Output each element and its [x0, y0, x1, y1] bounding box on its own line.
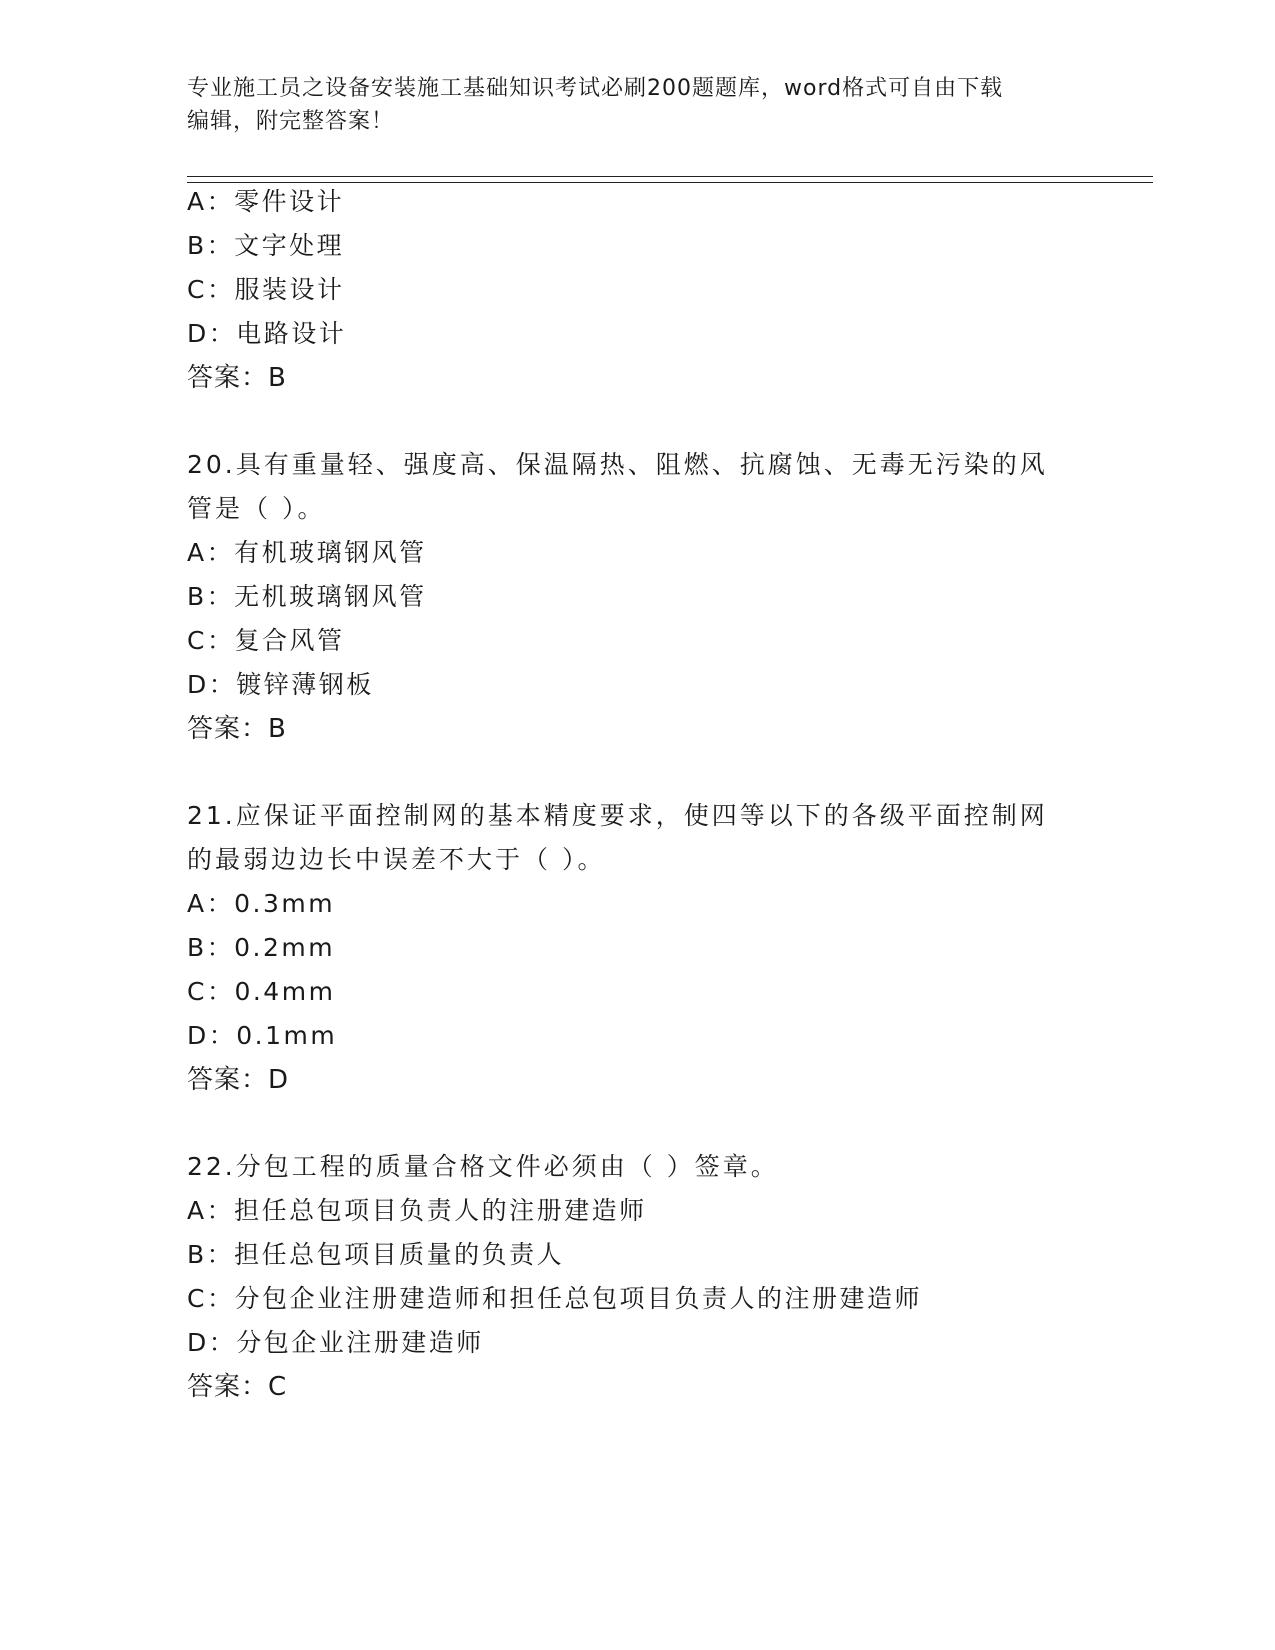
answer: 答案：C: [187, 1372, 288, 1402]
option-b: B：担任总包项目质量的负责人: [187, 1240, 565, 1269]
question-text-line1: 20.具有重量轻、强度高、保温隔热、阻燃、抗腐蚀、无毒无污染的风: [187, 450, 1048, 479]
header-title-line1: 专业施工员之设备安装施工基础知识考试必刷200题题库，word格式可自由下载: [187, 76, 1004, 101]
option-a: A：0.3mm: [187, 889, 336, 918]
option-b: B：文字处理: [187, 231, 345, 260]
question-text-line1: 21.应保证平面控制网的基本精度要求，使四等以下的各级平面控制网: [187, 801, 1048, 830]
answer: 答案：B: [187, 714, 287, 744]
option-c: C：分包企业注册建造师和担任总包项目负责人的注册建造师: [187, 1284, 922, 1313]
question-text-line1: 22.分包工程的质量合格文件必须由（ ）签章。: [187, 1152, 779, 1181]
header-divider-top: [187, 176, 1153, 177]
option-a: A：有机玻璃钢风管: [187, 538, 427, 567]
document-header: [187, 72, 1087, 138]
answer: 答案：B: [187, 363, 287, 393]
option-d: D：电路设计: [187, 319, 347, 348]
question-text-line2: 管是（ ）。: [187, 494, 326, 523]
option-d: D：镀锌薄钢板: [187, 670, 374, 699]
answer: 答案：D: [187, 1065, 290, 1095]
option-a: A：担任总包项目负责人的注册建造师: [187, 1196, 647, 1225]
option-d: D：0.1mm: [187, 1021, 338, 1050]
header-divider-bottom: [187, 182, 1153, 183]
option-b: B：无机玻璃钢风管: [187, 582, 427, 611]
option-d: D：分包企业注册建造师: [187, 1328, 484, 1357]
option-a: A：零件设计: [187, 187, 345, 216]
option-c: C：服装设计: [187, 275, 345, 304]
option-c: C：0.4mm: [187, 977, 336, 1006]
header-title-line2: 编辑，附完整答案！: [187, 109, 395, 134]
option-b: B：0.2mm: [187, 933, 336, 962]
question-text-line2: 的最弱边边长中误差不大于（ ）。: [187, 845, 606, 874]
option-c: C：复合风管: [187, 626, 345, 655]
